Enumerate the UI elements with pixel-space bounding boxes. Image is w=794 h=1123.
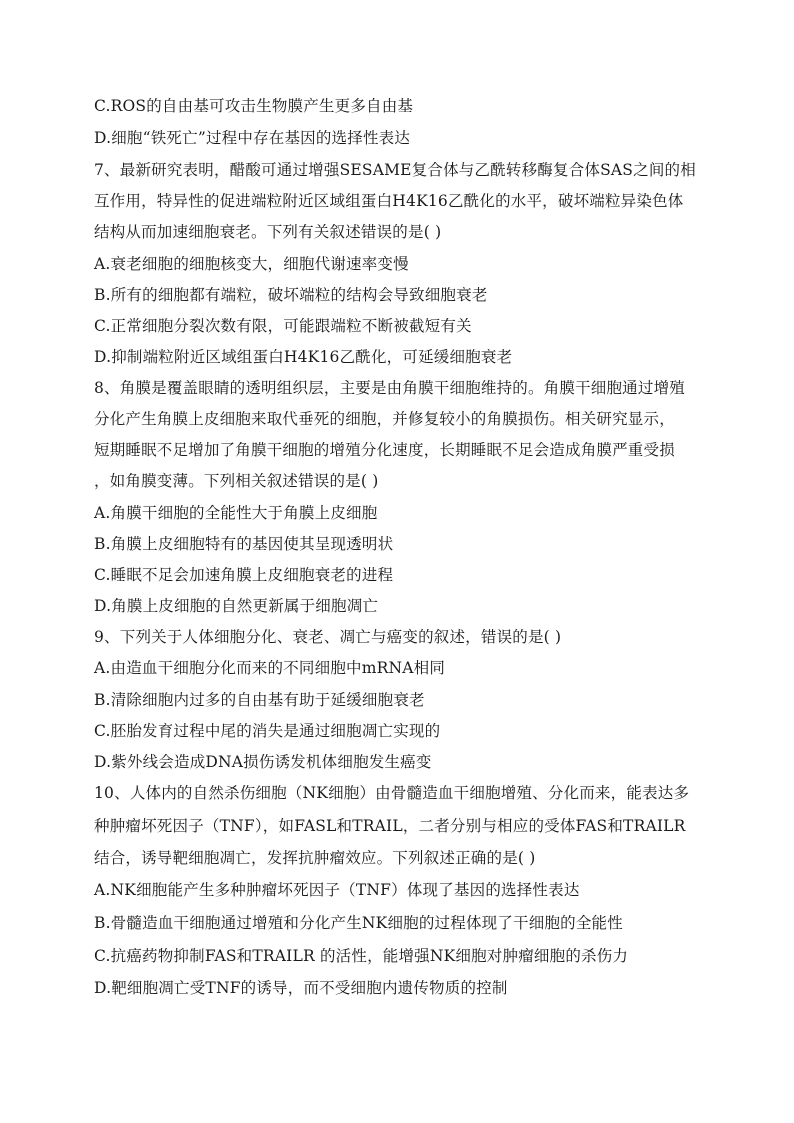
question-9-line-1: 9、下列关于人体细胞分化、衰老、凋亡与癌变的叙述，错误的是( ) <box>94 628 562 646</box>
option-c-q6: C.ROS的自由基可攻击生物膜产生更多自由基 <box>94 97 414 115</box>
option-b-q7: B.所有的细胞都有端粒，破坏端粒的结构会导致细胞衰老 <box>94 286 488 304</box>
option-d-q6: D.细胞“铁死亡”过程中存在基因的选择性表达 <box>94 129 411 147</box>
option-a-q9: A.由造血干细胞分化而来的不同细胞中mRNA相同 <box>94 659 446 677</box>
option-d-q8: D.角膜上皮细胞的自然更新属于细胞凋亡 <box>94 597 379 615</box>
option-c-q10: C.抗癌药物抑制FAS和TRAILR 的活性，能增强NK细胞对肿瘤细胞的杀伤力 <box>94 947 629 965</box>
option-b-q10: B.骨髓造血干细胞通过增殖和分化产生NK细胞的过程体现了干细胞的全能性 <box>94 914 623 932</box>
option-a-q8: A.角膜干细胞的全能性大于角膜上皮细胞 <box>94 504 378 522</box>
option-d-q9: D.紫外线会造成DNA损伤诱发机体细胞发生癌变 <box>94 753 432 771</box>
question-7-line-3: 结构从而加速细胞衰老。下列有关叙述错误的是( ) <box>94 223 442 241</box>
option-a-q10: A.NK细胞能产生多种肿瘤坏死因子（TNF）体现了基因的选择性表达 <box>94 881 580 899</box>
option-a-q7: A.衰老细胞的细胞核变大，细胞代谢速率变慢 <box>94 255 409 273</box>
question-8-line-1: 8、角膜是覆盖眼睛的透明组织层，主要是由角膜干细胞维持的。角膜干细胞通过增殖 <box>94 379 685 397</box>
question-8-line-4: ，如角膜变薄。下列相关叙述错误的是( ) <box>94 472 379 490</box>
question-7-line-2: 互作用，特异性的促进端粒附近区域组蛋白H4K16乙酰化的水平，破坏端粒异染色体 <box>94 192 684 210</box>
option-c-q8: C.睡眠不足会加速角膜上皮细胞衰老的进程 <box>94 566 394 584</box>
option-d-q10: D.靶细胞凋亡受TNF的诱导，而不受细胞内遗传物质的控制 <box>94 979 508 997</box>
question-8-line-3: 短期睡眠不足增加了角膜干细胞的增殖分化速度，长期睡眠不足会造成角膜严重受损 <box>94 441 675 459</box>
question-7-line-1: 7、最新研究表明，醋酸可通过增强SESAME复合体与乙酰转移酶复合体SAS之间的相 <box>94 161 696 179</box>
option-d-q7: D.抑制端粒附近区域组蛋白H4K16乙酰化，可延缓细胞衰老 <box>94 348 513 366</box>
option-b-q9: B.清除细胞内过多的自由基有助于延缓细胞衰老 <box>94 691 425 709</box>
question-8-line-2: 分化产生角膜上皮细胞来取代垂死的细胞，并修复较小的角膜损伤。相关研究显示， <box>94 410 675 428</box>
option-b-q8: B.角膜上皮细胞特有的基因使其呈现透明状 <box>94 535 394 553</box>
question-10-line-1: 10、人体内的自然杀伤细胞（NK细胞）由骨髓造血干细胞增殖、分化而来，能表达多 <box>94 784 690 802</box>
question-10-line-3: 结合，诱导靶细胞凋亡，发挥抗肿瘤效应。下列叙述正确的是( ) <box>94 849 536 867</box>
option-c-q9: C.胚胎发育过程中尾的消失是通过细胞凋亡实现的 <box>94 722 441 740</box>
option-c-q7: C.正常细胞分裂次数有限，可能跟端粒不断被截短有关 <box>94 317 472 335</box>
question-10-line-2: 种肿瘤坏死因子（TNF），如FASL和TRAIL，二者分别与相应的受体FAS和TRAILR <box>94 817 686 835</box>
